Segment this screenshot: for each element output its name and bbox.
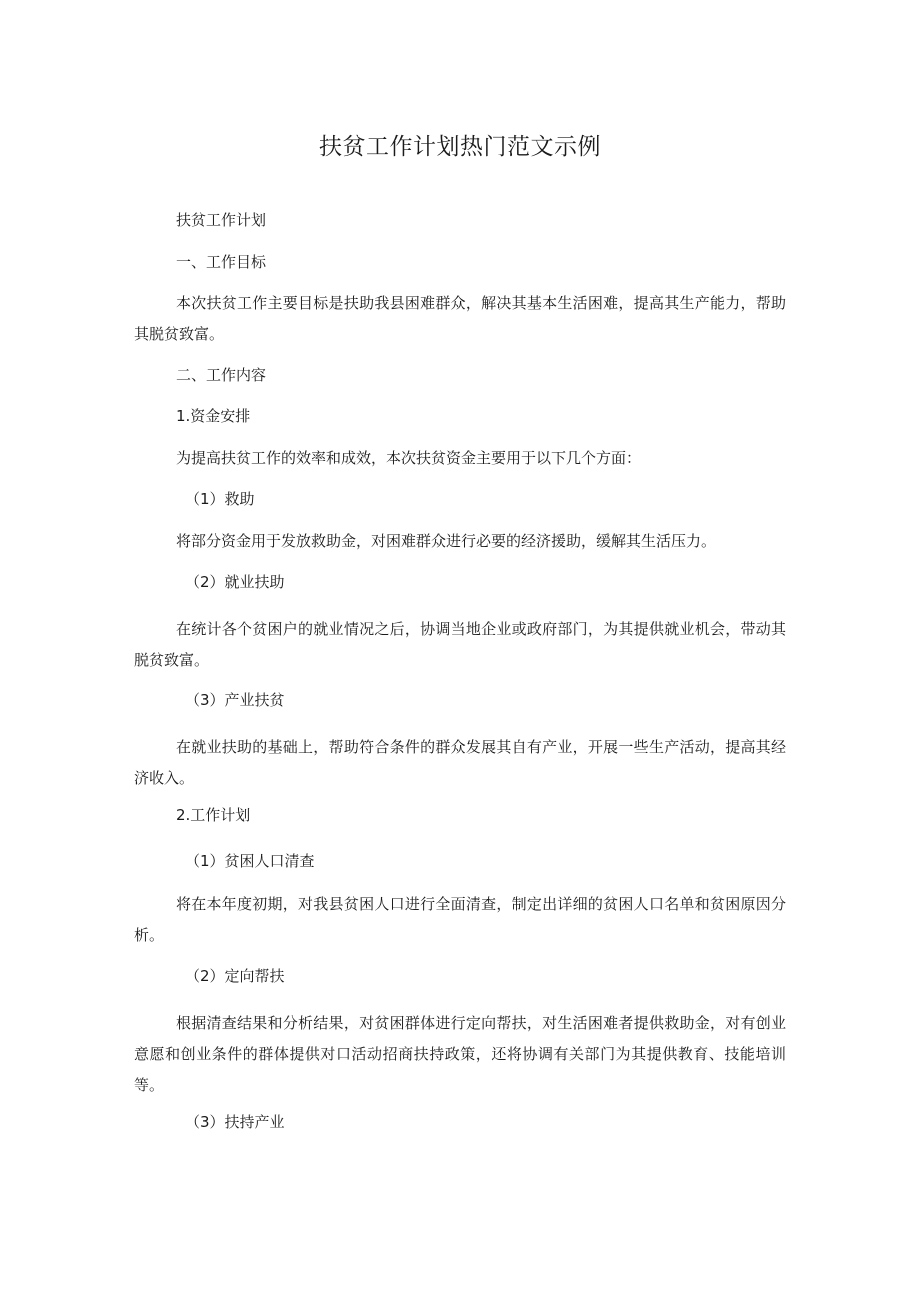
paragraph-heading: 扶贫工作计划 [176,211,267,229]
section-heading-goal: 一、工作目标 [176,253,267,271]
paragraph-relief: 将部分资金用于发放救助金，对困难群众进行必要的经济援助，缓解其生活压力。 [176,532,717,550]
paragraph-census: 将在本年度初期，对我县贫困人口进行全面清查，制定出详细的贫困人口名单和贫困原因分析。 [134,895,786,944]
paragraph-employment: 在统计各个贫困户的就业情况之后，协调当地企业或政府部门，为其提供就业机会，带动其脱贫致富。 [134,620,786,669]
item-heading-census: （1）贫困人口清查 [185,852,315,870]
section-heading-content: 二、工作内容 [176,366,267,384]
item-heading-industry: （3）产业扶贫 [185,691,285,709]
paragraph-goal: 本次扶贫工作主要目标是扶助我县困难群众，解决其基本生活困难，提高其生产能力，帮助其脱贫致富。 [134,294,786,343]
paragraph-funds: 为提高扶贫工作的效率和成效，本次扶贫资金主要用于以下几个方面： [176,449,642,467]
item-heading-employment: （2）就业扶助 [185,573,285,591]
item-heading-support-industry: （3）扶持产业 [185,1113,285,1131]
subsection-heading-plan: 2.工作计划 [176,806,251,824]
item-heading-targeted: （2）定向帮扶 [185,967,285,985]
paragraph-targeted: 根据清查结果和分析结果，对贫困群体进行定向帮扶，对生活困难者提供救助金，对有创业意愿和创业条件的群体提供对口活动招商扶持政策，还将协调有关部门为其提供教育、技能培训等。 [134,1014,786,1094]
item-heading-relief: （1）救助 [185,490,255,508]
document-title: 扶贫工作计划热门范文示例 [319,134,601,160]
subsection-heading-funds: 1.资金安排 [176,407,251,425]
paragraph-industry: 在就业扶助的基础上，帮助符合条件的群众发展其自有产业，开展一些生产活动，提高其经济收入。 [134,738,786,787]
